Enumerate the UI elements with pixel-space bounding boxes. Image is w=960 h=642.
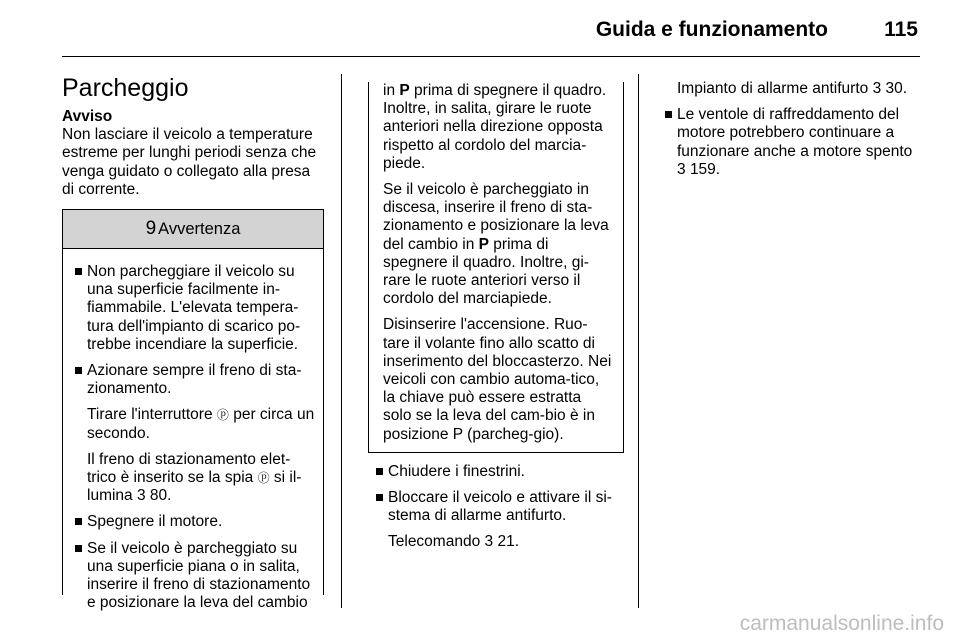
page-ref-arrow-icon: 3 <box>872 80 882 97</box>
page-ref-arrow-icon: 3 <box>484 533 494 551</box>
warning-paragraph: in P prima di spegnere il quadro. Inoltre, in salita, girare le ruote anteriori nella direzione opposta rispetto al cordolo del marcia-piede. <box>383 82 607 172</box>
column-middle <box>368 80 624 552</box>
list-item: Le ventole di raffreddamento del motore potrebbero continuare a funzionare anche a motore spento 3 159. <box>665 106 921 179</box>
page-reference: 21. <box>497 533 520 551</box>
notice-heading: Avviso <box>62 108 113 125</box>
page-ref-arrow-icon: 3 <box>136 487 146 505</box>
list-item: Se il veicolo è parcheggiato su una superficie piana o in salita, inserire il freno di stazionamento e posizionare la leva del cambio <box>75 540 315 613</box>
page-reference: 80. <box>149 487 172 505</box>
warning-header <box>63 210 323 249</box>
parking-brake-indicator-icon: ⓟ <box>257 471 270 486</box>
warning-title: Avvertenza <box>158 219 241 238</box>
list-item: Bloccare il veicolo e attivare il si-stema di allarme antifurto. <box>376 489 624 525</box>
header-title: Guida e funzionamento <box>595 18 828 41</box>
list-subparagraph: Tirare l'interruttore ⓟ per circa un secondo. <box>87 406 315 442</box>
parking-brake-switch-icon: ⓟ <box>216 408 229 423</box>
page-number: 115 <box>884 18 918 41</box>
column-right <box>657 80 921 179</box>
section-title: Parcheggio <box>62 74 189 102</box>
notice-body: Non lasciare il veicolo a temperature estreme per lunghi periodi senza che venga guidato o collegato alla presa di corrente. <box>62 126 317 198</box>
warning-paragraph: Se il veicolo è parcheggiato in discesa, inserire il freno di sta-zionamento e posizionare la leva del cambio in P prima di spegnere il quadro. Inoltre, gi-rare le ruote anteriori verso il cordolo del marciapiede. <box>383 181 609 308</box>
list-subparagraph: Impianto di allarme antifurto 3 30. <box>677 80 908 97</box>
page-reference: 159. <box>689 160 721 178</box>
warning-box-continued <box>368 82 624 453</box>
list-subparagraph: Telecomando 3 21. <box>388 533 520 551</box>
list-item: Non parcheggiare il veicolo su una superficie facilmente in-fiammabile. L'elevata tempera-tura dell'impianto di scarico po-trebbe incendiare la superficie. <box>75 263 315 354</box>
warning-triangle-icon: 9 <box>145 217 157 239</box>
list-item: Azionare sempre il freno di sta-zionamento. <box>75 362 315 398</box>
watermark-link[interactable]: carmanualsonline.info <box>739 612 944 635</box>
list-subparagraph: Il freno di stazionamento elet-trico è inserito se la spia ⓟ si il-lumina 3 80. <box>87 450 302 505</box>
parking-steps-list <box>368 463 624 552</box>
list-item: Spegnere il motore. <box>75 513 315 531</box>
warning-paragraph: Disinserire l'accensione. Ruo-tare il volante fino allo scatto di inserimento del bloccasterzo. Nei veicoli con cambio automa-tico, la chiave può essere estratta solo se la leva del cam-bio è in posizione P (parcheg-gio). <box>383 316 612 443</box>
list-item: Chiudere i finestrini. <box>376 463 624 481</box>
warning-body <box>63 249 323 612</box>
page-ref-arrow-icon: 3 <box>677 160 686 178</box>
column-divider <box>341 74 342 608</box>
page-header <box>62 16 920 57</box>
column-left <box>62 74 324 612</box>
page-reference: 30. <box>885 80 908 97</box>
warning-box <box>62 209 324 612</box>
column-divider <box>638 74 639 608</box>
